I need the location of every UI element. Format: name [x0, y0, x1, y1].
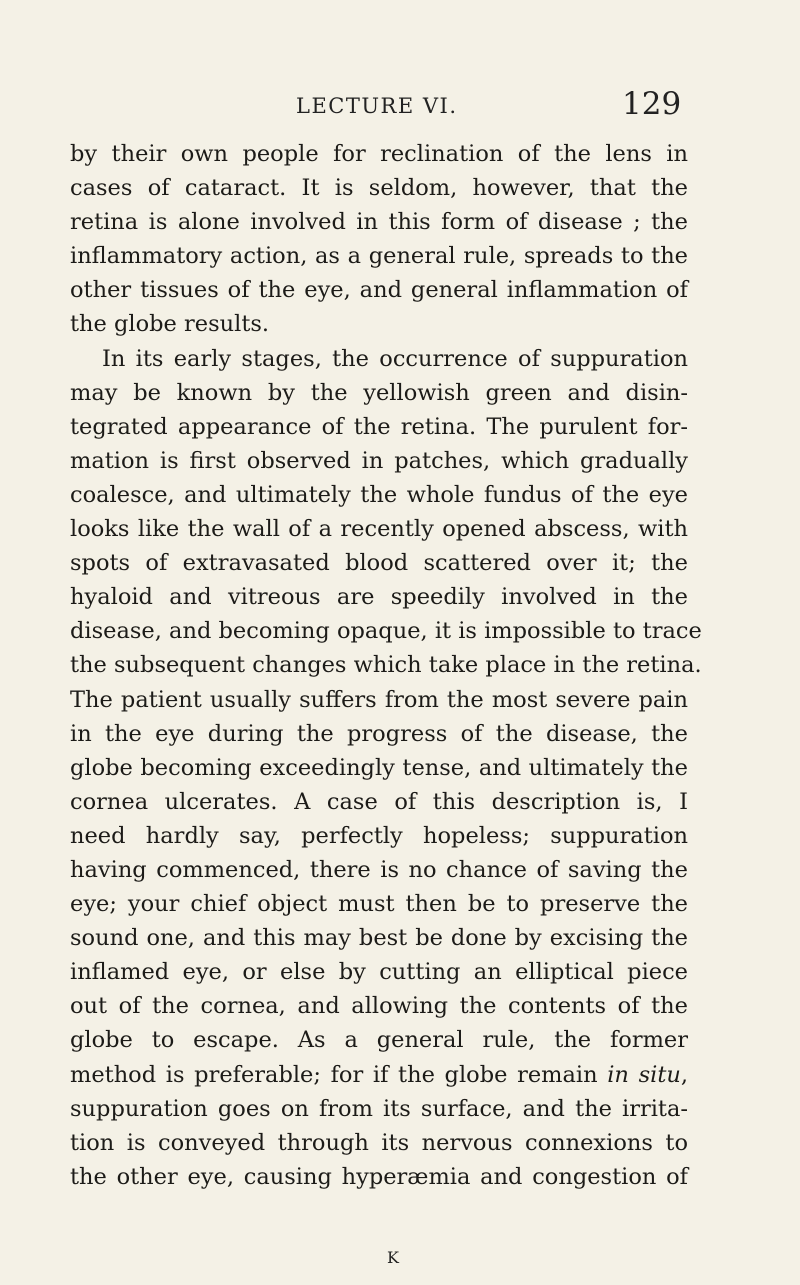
text-line: may be known by the yellowish green and disin-	[70, 379, 688, 406]
running-head: LECTURE VI.	[296, 94, 458, 118]
body-text	[70, 137, 702, 1194]
text-line: the other eye, causing hyperæmia and congestion of	[70, 1163, 688, 1190]
text-line: globe to escape. As a general rule, the former	[70, 1027, 688, 1054]
text-line: looks like the wall of a recently opened abscess, with	[70, 516, 688, 543]
text-line: the globe results.	[70, 311, 270, 338]
text-line: inflammatory action, as a general rule, spreads to the	[70, 243, 688, 270]
page-header	[0, 82, 800, 132]
text-line: other tissues of the eye, and general inflammation of	[70, 277, 688, 304]
text-line: having commenced, there is no chance of saving the	[70, 856, 688, 883]
signature-mark: K	[387, 1248, 399, 1267]
text-line: hyaloid and vitreous are speedily involved in the	[70, 584, 688, 611]
text-line: spots of extravasated blood scattered over it; the	[70, 550, 688, 577]
text-line: disease, and becoming opaque, it is impossible to trace	[70, 618, 702, 645]
text-line: need hardly say, perfectly hopeless; suppuration	[70, 822, 688, 849]
text-line: coalesce, and ultimately the whole fundus of the eye	[70, 481, 688, 508]
text-line: retina is alone involved in this form of disease ; the	[70, 209, 688, 236]
text-line: the subsequent changes which take place in the retina.	[70, 652, 702, 679]
text-line: globe becoming exceedingly tense, and ultimately the	[70, 754, 688, 781]
text-line: by their own people for reclination of the lens in	[70, 141, 688, 167]
text-line: out of the cornea, and allowing the contents of the	[70, 993, 688, 1020]
text-line: inflamed eye, or else by cutting an elliptical piece	[70, 959, 688, 986]
text-line: cases of cataract. It is seldom, however, that the	[70, 175, 688, 202]
text-line: In its early stages, the occurrence of suppuration	[102, 345, 688, 372]
text-line: eye; your chief object must then be to preserve the	[70, 891, 688, 918]
italic-phrase: in situ	[607, 1061, 681, 1088]
text-line: in the eye during the progress of the disease, the	[70, 720, 688, 747]
text-line: mation is first observed in patches, which gradually	[70, 447, 688, 474]
text-line: suppuration goes on from its surface, and the irrita-	[70, 1095, 688, 1122]
text-line: method is preferable; for if the globe remain in situ,	[70, 1061, 689, 1088]
text-line: sound one, and this may best be done by excising the	[70, 925, 688, 952]
text-line: cornea ulcerates. A case of this description is, I	[70, 788, 688, 815]
text-line: tion is conveyed through its nervous connexions to	[70, 1129, 688, 1156]
text-line: tegrated appearance of the retina. The purulent for-	[70, 413, 688, 440]
text-line: The patient usually suffers from the most severe pain	[70, 686, 688, 713]
page-number: 129	[622, 86, 682, 122]
